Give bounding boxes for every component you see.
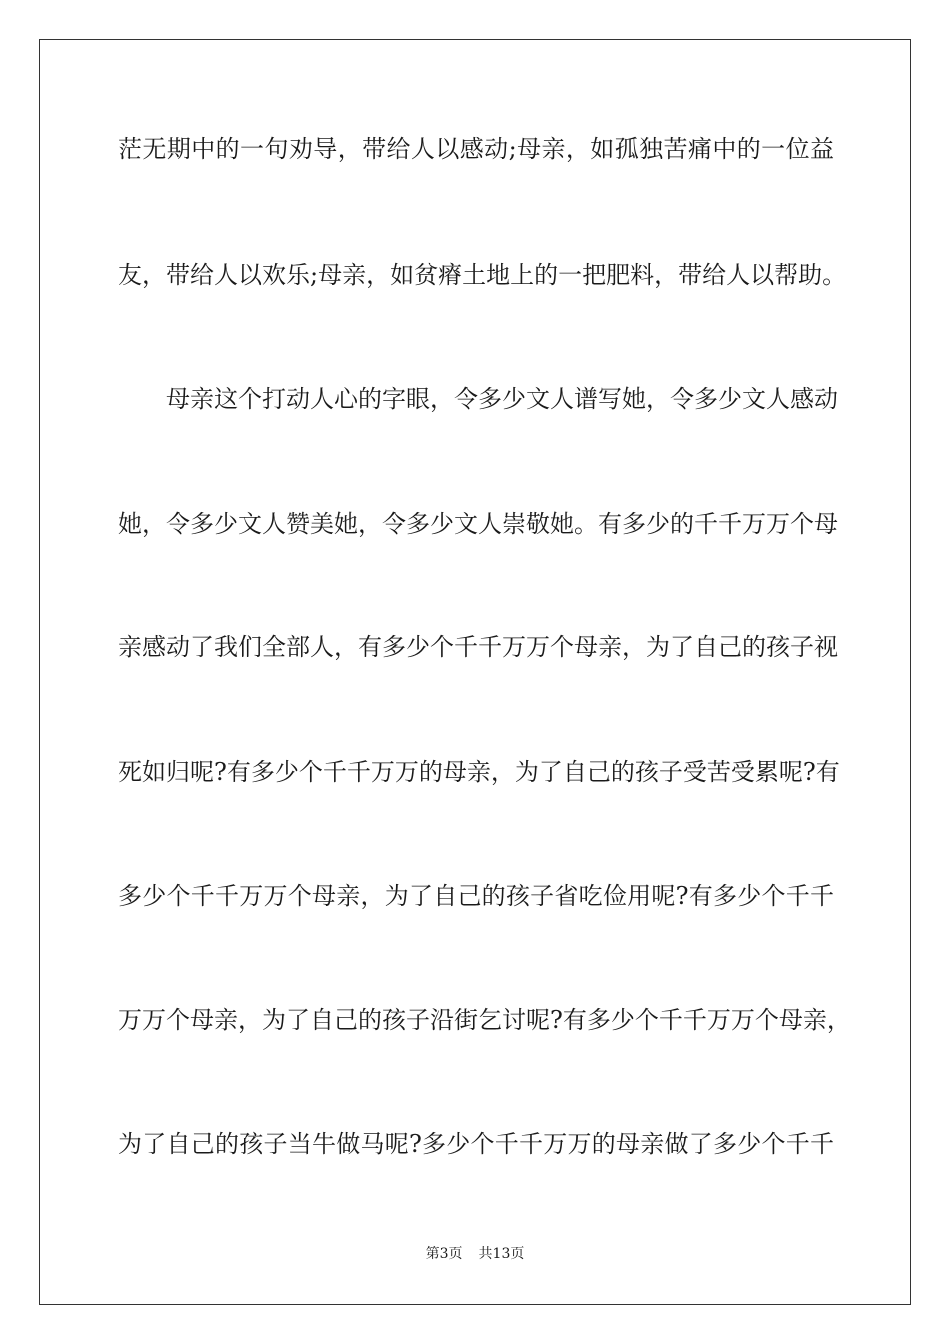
text-line: 万万个母亲，为了自己的孩子沿街乞讨呢?有多少个千千万万个母亲， [118,1006,851,1034]
text-line: 亲感动了我们全部人，有多少个千千万万个母亲，为了自己的孩子视 [118,633,838,661]
page-number: 第3页 [425,1246,463,1262]
text-line: 友，带给人以欢乐;母亲，如贫瘠土地上的一把肥料，带给人以帮助。 [118,261,847,289]
page-total: 共13页 [478,1246,525,1262]
page-frame [39,39,911,1305]
text-line: 死如归呢?有多少个千千万万的母亲，为了自己的孩子受苦受累呢?有 [118,758,840,786]
text-line: 为了自己的孩子当牛做马呢?多少个千千万万的母亲做了多少个千千 [118,1130,834,1158]
text-line: 多少个千千万万个母亲，为了自己的孩子省吃俭用呢?有多少个千千 [118,882,834,910]
paragraph-first-line: 母亲这个打动人心的字眼，令多少文人谱写她，令多少文人感动 [166,385,838,413]
text-line: 茫无期中的一句劝导，带给人以感动;母亲，如孤独苦痛中的一位益 [118,135,834,163]
text-line: 她，令多少文人赞美她，令多少文人崇敬她。有多少的千千万万个母 [118,510,838,538]
page-footer [0,1244,950,1264]
